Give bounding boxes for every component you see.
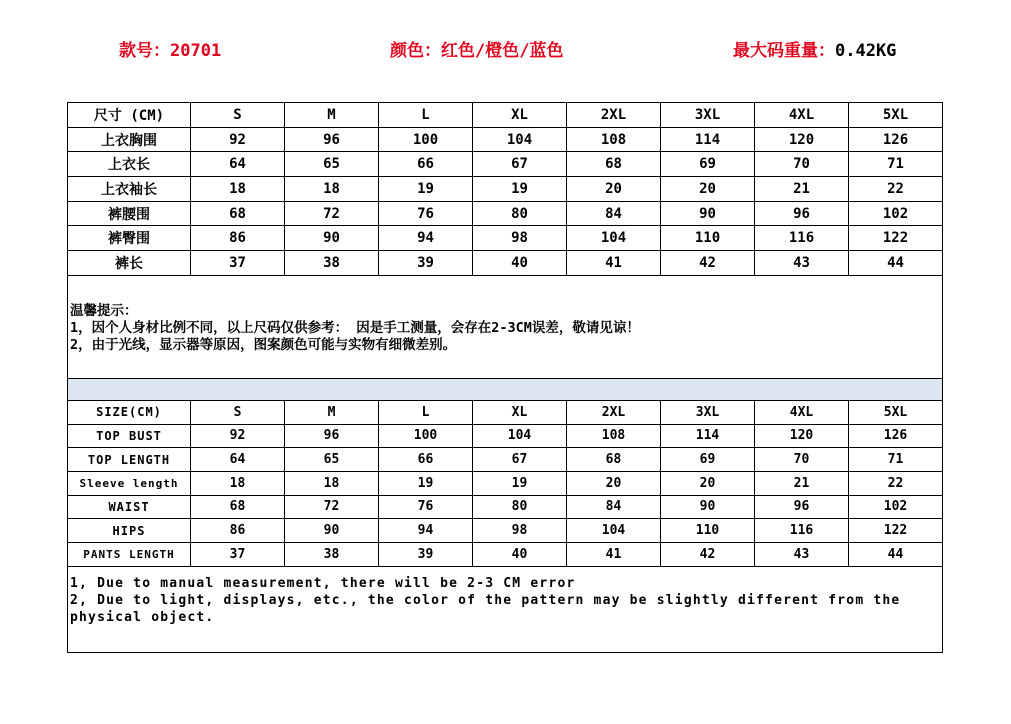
- table-row: [68, 127, 943, 152]
- table-cell: 19: [379, 471, 473, 495]
- tips-english: [67, 567, 943, 653]
- table-cell: 96: [755, 201, 849, 226]
- table-cell: 114: [661, 424, 755, 448]
- header-cell: XL: [473, 401, 567, 424]
- table-cell: 104: [473, 424, 567, 448]
- row-label: TOP BUST: [68, 424, 191, 448]
- tip-line: 2, Due to light, displays, etc., the color of the pattern may be slightly different from the physical object.: [70, 592, 901, 625]
- table-cell: 64: [191, 448, 285, 472]
- table-cell: 108: [567, 127, 661, 152]
- table-cell: 42: [661, 542, 755, 566]
- table-cell: 102: [849, 495, 943, 519]
- table-cell: 94: [379, 226, 473, 251]
- table-row: [68, 542, 943, 566]
- table-cell: 98: [473, 519, 567, 543]
- row-label: 上衣袖长: [68, 177, 191, 202]
- header-cell: 尺寸 (CM): [68, 103, 191, 128]
- header-cell: 4XL: [755, 401, 849, 424]
- header-cell: M: [285, 401, 379, 424]
- header-cell: S: [191, 401, 285, 424]
- header-cell: M: [285, 103, 379, 128]
- tip-line: 1, Due to manual measurement, there will be 2-3 CM error: [70, 575, 576, 591]
- table-cell: 42: [661, 251, 755, 276]
- table-cell: 116: [755, 226, 849, 251]
- table-cell: 18: [191, 471, 285, 495]
- table-cell: 84: [567, 201, 661, 226]
- header-cell: 5XL: [849, 401, 943, 424]
- row-label: HIPS: [68, 519, 191, 543]
- table-cell: 20: [661, 177, 755, 202]
- table-row: [68, 519, 943, 543]
- table-cell: 94: [379, 519, 473, 543]
- table-cell: 104: [473, 127, 567, 152]
- header-cell: XL: [473, 103, 567, 128]
- table-cell: 92: [191, 127, 285, 152]
- tips-chinese: [67, 276, 943, 379]
- table-cell: 71: [849, 152, 943, 177]
- table-cell: 68: [567, 448, 661, 472]
- row-label: 上衣长: [68, 152, 191, 177]
- table-row: [68, 495, 943, 519]
- table-cell: 66: [379, 448, 473, 472]
- table-cell: 40: [473, 251, 567, 276]
- color-options: 颜色：红色/橙色/蓝色: [390, 41, 564, 61]
- table-cell: 90: [285, 226, 379, 251]
- table-cell: 120: [755, 127, 849, 152]
- tip-line: 温馨提示：: [70, 302, 138, 319]
- table-cell: 67: [473, 448, 567, 472]
- table-cell: 44: [849, 251, 943, 276]
- table-cell: 43: [755, 542, 849, 566]
- table-cell: 43: [755, 251, 849, 276]
- table-cell: 38: [285, 542, 379, 566]
- table-cell: 20: [567, 177, 661, 202]
- table-cell: 22: [849, 471, 943, 495]
- table-cell: 104: [567, 226, 661, 251]
- table-cell: 22: [849, 177, 943, 202]
- table-cell: 41: [567, 542, 661, 566]
- row-label: TOP LENGTH: [68, 448, 191, 472]
- table-cell: 65: [285, 448, 379, 472]
- header-cell: 3XL: [661, 401, 755, 424]
- table-cell: 72: [285, 201, 379, 226]
- table-row: [68, 251, 943, 276]
- table-cell: 114: [661, 127, 755, 152]
- row-label: PANTS LENGTH: [68, 542, 191, 566]
- section-divider: [67, 379, 943, 401]
- table-row: [68, 177, 943, 202]
- row-label: 上衣胸围: [68, 127, 191, 152]
- table-cell: 64: [191, 152, 285, 177]
- table-cell: 66: [379, 152, 473, 177]
- table-cell: 21: [755, 471, 849, 495]
- table-cell: 38: [285, 251, 379, 276]
- header-cell: L: [379, 103, 473, 128]
- table-cell: 102: [849, 201, 943, 226]
- table-cell: 98: [473, 226, 567, 251]
- table-cell: 68: [567, 152, 661, 177]
- table-cell: 68: [191, 201, 285, 226]
- table-cell: 20: [661, 471, 755, 495]
- size-table-chinese: [67, 102, 943, 276]
- row-label: WAIST: [68, 495, 191, 519]
- table-cell: 86: [191, 226, 285, 251]
- table-row: [68, 201, 943, 226]
- table-cell: 116: [755, 519, 849, 543]
- table-row: [68, 471, 943, 495]
- table-cell: 100: [379, 424, 473, 448]
- table-cell: 37: [191, 542, 285, 566]
- table-cell: 126: [849, 424, 943, 448]
- table-cell: 21: [755, 177, 849, 202]
- table-cell: 80: [473, 201, 567, 226]
- table-cell: 96: [285, 127, 379, 152]
- table-cell: 70: [755, 448, 849, 472]
- header-cell: S: [191, 103, 285, 128]
- header-cell: 5XL: [849, 103, 943, 128]
- table-cell: 18: [285, 177, 379, 202]
- table-header-row: [68, 401, 943, 424]
- table-cell: 71: [849, 448, 943, 472]
- table-cell: 68: [191, 495, 285, 519]
- table-cell: 18: [191, 177, 285, 202]
- table-cell: 76: [379, 201, 473, 226]
- table-cell: 108: [567, 424, 661, 448]
- table-cell: 104: [567, 519, 661, 543]
- max-size-weight: [733, 36, 896, 61]
- table-cell: 67: [473, 152, 567, 177]
- header-cell: SIZE(CM): [68, 401, 191, 424]
- table-row: [68, 424, 943, 448]
- table-cell: 40: [473, 542, 567, 566]
- size-table-english: [67, 401, 943, 567]
- row-label: 裤臀围: [68, 226, 191, 251]
- table-cell: 72: [285, 495, 379, 519]
- table-cell: 80: [473, 495, 567, 519]
- table-cell: 69: [661, 448, 755, 472]
- table-cell: 41: [567, 251, 661, 276]
- table-cell: 65: [285, 152, 379, 177]
- table-row: [68, 448, 943, 472]
- table-cell: 90: [661, 201, 755, 226]
- table-cell: 120: [755, 424, 849, 448]
- row-label: Sleeve length: [68, 471, 191, 495]
- row-label: 裤腰围: [68, 201, 191, 226]
- header-cell: 3XL: [661, 103, 755, 128]
- weight-value: 0.42KG: [835, 41, 897, 61]
- table-cell: 39: [379, 251, 473, 276]
- size-chart: [67, 102, 943, 655]
- header-cell: 2XL: [567, 401, 661, 424]
- table-cell: 96: [755, 495, 849, 519]
- table-cell: 126: [849, 127, 943, 152]
- table-cell: 44: [849, 542, 943, 566]
- table-cell: 122: [849, 226, 943, 251]
- table-header-row: [68, 103, 943, 128]
- row-label: 裤长: [68, 251, 191, 276]
- table-cell: 69: [661, 152, 755, 177]
- table-cell: 92: [191, 424, 285, 448]
- table-row: [68, 152, 943, 177]
- table-cell: 19: [473, 177, 567, 202]
- table-cell: 110: [661, 519, 755, 543]
- table-cell: 90: [285, 519, 379, 543]
- table-cell: 100: [379, 127, 473, 152]
- header-cell: 4XL: [755, 103, 849, 128]
- table-cell: 19: [473, 471, 567, 495]
- table-cell: 122: [849, 519, 943, 543]
- table-cell: 20: [567, 471, 661, 495]
- tip-line: 2，由于光线，显示器等原因，图案颜色可能与实物有细微差别。: [70, 336, 457, 353]
- weight-label: 最大码重量：: [733, 41, 835, 61]
- table-cell: 84: [567, 495, 661, 519]
- header-cell: L: [379, 401, 473, 424]
- table-cell: 18: [285, 471, 379, 495]
- table-cell: 39: [379, 542, 473, 566]
- style-number: 款号：20701: [119, 41, 222, 61]
- table-cell: 37: [191, 251, 285, 276]
- table-cell: 70: [755, 152, 849, 177]
- header-cell: 2XL: [567, 103, 661, 128]
- table-row: [68, 226, 943, 251]
- tip-line: 1，因个人身材比例不同，以上尺码仅供参考： 因是手工测量，会存在2-3CM误差，敬请见谅！: [70, 319, 640, 336]
- table-cell: 96: [285, 424, 379, 448]
- table-cell: 90: [661, 495, 755, 519]
- table-cell: 19: [379, 177, 473, 202]
- table-cell: 86: [191, 519, 285, 543]
- table-cell: 110: [661, 226, 755, 251]
- table-cell: 76: [379, 495, 473, 519]
